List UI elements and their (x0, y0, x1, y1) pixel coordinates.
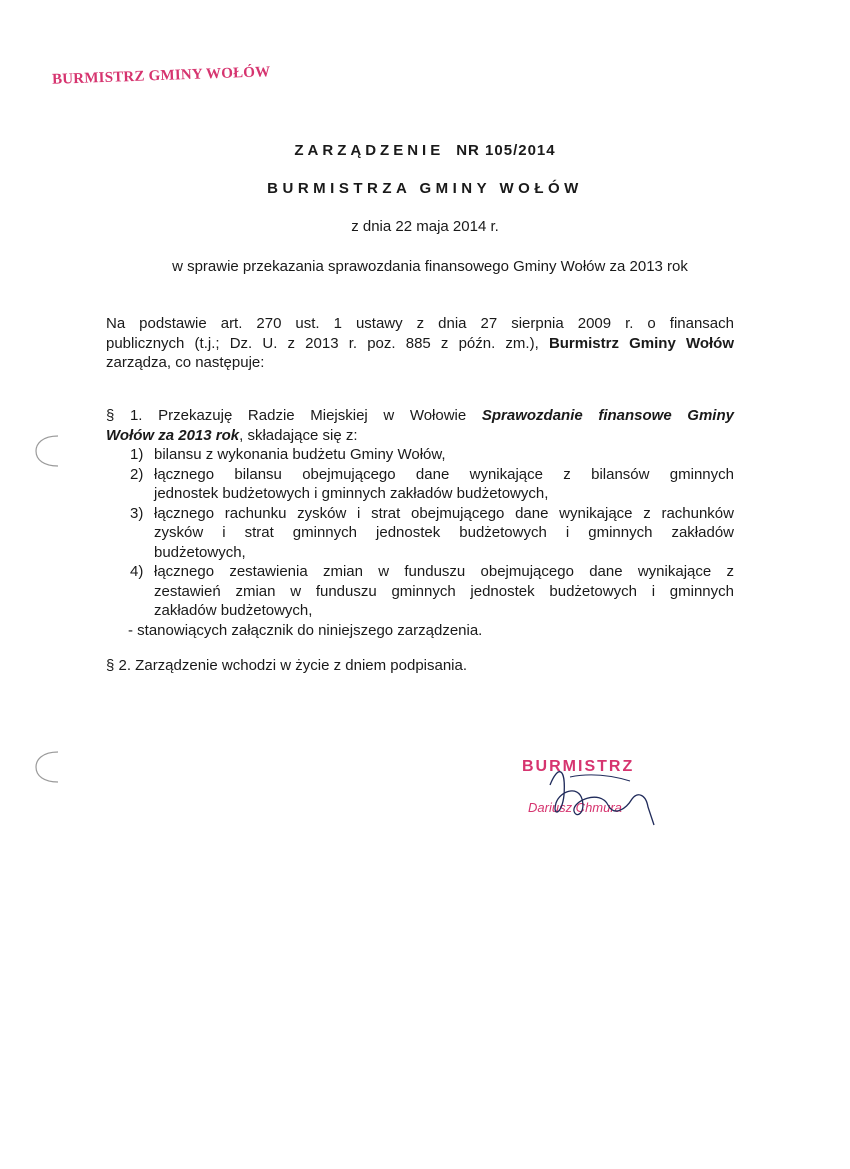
list-item-number: 1) (130, 446, 144, 463)
list-item (106, 562, 734, 621)
list-item (106, 504, 734, 563)
list-item-text: zakładów budżetowych, (154, 602, 313, 619)
preamble-authority: Burmistrz Gminy Wołów (548, 334, 734, 352)
document-title (0, 142, 850, 159)
paragraph-1 (106, 406, 734, 640)
list-item-number: 4) (130, 563, 144, 580)
list-item (106, 445, 734, 465)
title-word: ZARZĄDZENIE (294, 142, 445, 159)
paragraph-2: § 2. Zarządzenie wchodzi w życie z dniem podpisania. (106, 657, 468, 674)
preamble-line-1: Na podstawie art. 270 ust. 1 ustawy z dnia 27 sierpnia 2009 r. o finansach (106, 315, 734, 332)
handwritten-signature (530, 755, 670, 835)
punch-hole-mark (32, 748, 64, 786)
list-item-text: łącznego zestawienia zmian w funduszu obejmującego dane wynikające z (154, 563, 734, 580)
signature-stamp-title: BURMISTRZ (522, 758, 635, 775)
report-title-part: Sprawozdanie finansowe Gminy (481, 407, 734, 424)
list-item-text: zestawień zmian w funduszu gminnych jednostek budżetowych i gminnych (154, 582, 734, 600)
report-components-list (106, 445, 734, 621)
list-item-text: jednostek budżetowych i gminnych zakładów budżetowych, (154, 485, 549, 502)
document-date: z dnia 22 maja 2014 r. (351, 218, 499, 235)
list-item-number: 2) (130, 465, 144, 483)
document-number: NR 105/2014 (456, 142, 556, 159)
paragraph-1-intro-line (106, 406, 734, 426)
punch-hole-mark (32, 432, 64, 470)
paragraph-1-after: , składające się z: (239, 426, 358, 444)
list-item-text: budżetowych, (154, 543, 246, 561)
preamble-line-2 (106, 334, 734, 354)
preamble-line-2-text: publicznych (t.j.; Dz. U. z 2013 r. poz. 885 z późn. zm.), (106, 334, 539, 352)
preamble (106, 314, 734, 373)
header-stamp: BURMISTRZ GMINY WOŁÓW (51, 64, 271, 88)
issuer-title: BURMISTRZA GMINY WOŁÓW (267, 180, 583, 197)
list-item (106, 465, 734, 504)
list-closing: - stanowiących załącznik do niniejszego zarządzenia. (128, 621, 483, 639)
paragraph-1-intro-line-2 (106, 427, 358, 444)
list-item-text: łącznego bilansu obejmującego dane wynikające z bilansów gminnych (154, 465, 734, 483)
signature-stamp-name: Dariusz Chmura (528, 800, 622, 815)
list-item-text: bilansu z wykonania budżetu Gminy Wołów, (154, 446, 446, 463)
report-title-end: Wołów za 2013 rok (106, 426, 240, 444)
list-item-text: łącznego rachunku zysków i strat obejmującego dane wynikające z rachunków (154, 504, 734, 522)
document-subject: w sprawie przekazania sprawozdania finansowego Gminy Wołów za 2013 rok (172, 258, 688, 275)
list-item-number: 3) (130, 504, 144, 522)
list-item-text: zysków i strat gminnych jednostek budżetowych i gminnych zakładów (154, 524, 734, 541)
paragraph-1-intro: § 1. Przekazuję Radzie Miejskiej w Wołowie (106, 407, 467, 424)
preamble-line-3: zarządza, co następuje: (106, 354, 265, 371)
